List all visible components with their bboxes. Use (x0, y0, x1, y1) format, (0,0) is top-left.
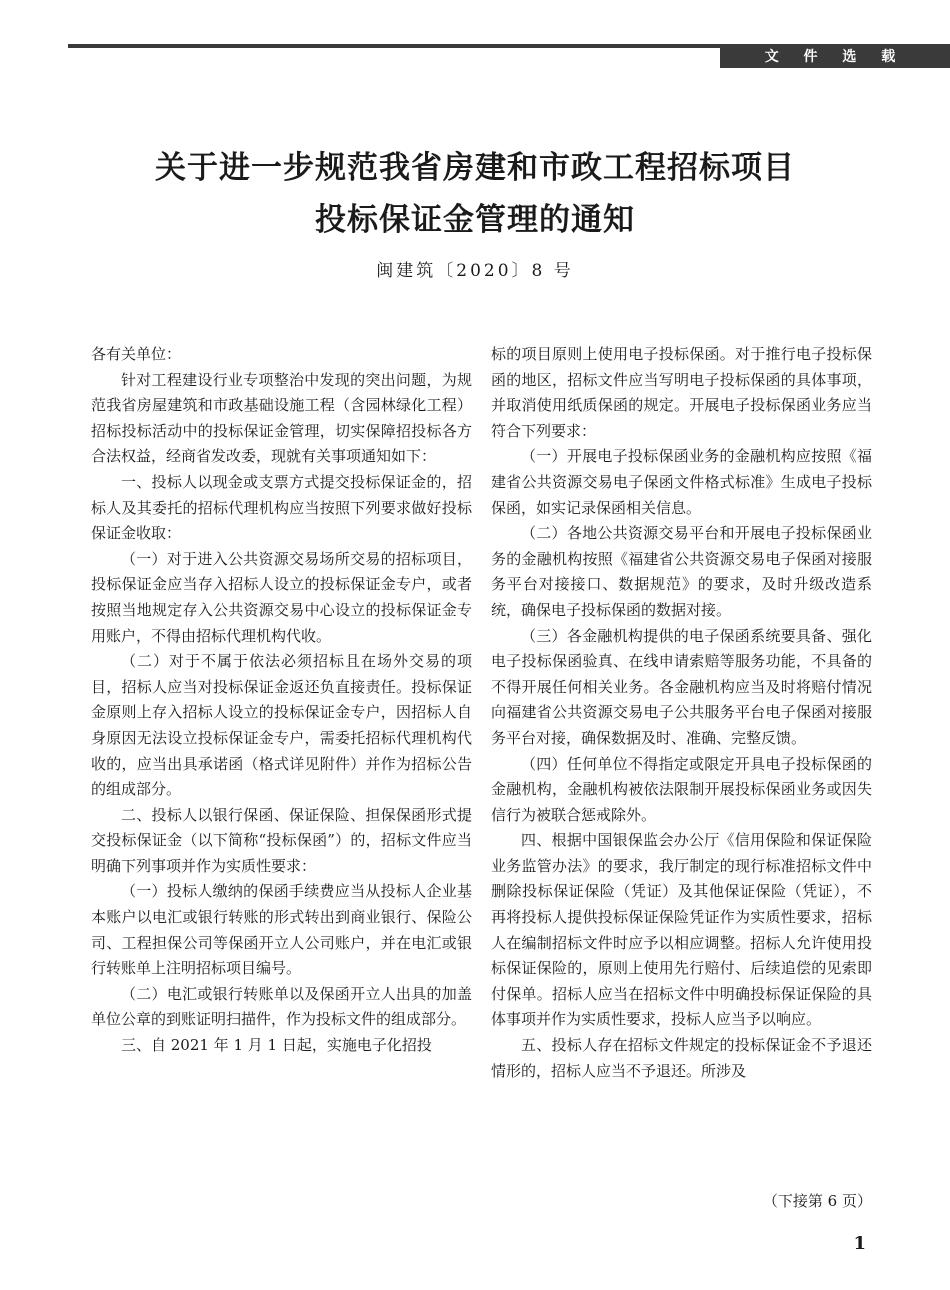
page-number: 1 (853, 1233, 866, 1254)
right-column (491, 342, 872, 1084)
paragraph: （一）对于进入公共资源交易场所交易的招标项目，投标保证金应当存入招标人设立的投标保证金专户，或者按照当地规定存入公共资源交易中心设立的投标保证金专用账户，不得由招标代理机构代收。 (91, 549, 472, 645)
paragraph: 标的项目原则上使用电子投标保函。对于推行电子投标保函的地区，招标文件应当写明电子投标保函的具体事项，并取消使用纸质保函的规定。开展电子投标保函业务应当符合下列要求： (491, 345, 872, 440)
paragraph: 一、投标人以现金或支票方式提交投标保证金的，招标人及其委托的招标代理机构应当按照下列要求做好投标保证金收取： (91, 472, 472, 543)
paragraph: 针对工程建设行业专项整治中发现的突出问题，为规范我省房屋建筑和市政基础设施工程（含园林绿化工程）招标投标活动中的投标保证金管理，切实保障招投标各方合法权益，经商省发改委，现就有关事项通知如下： (91, 370, 472, 466)
paragraph: （三）各金融机构提供的电子保函系统要具备、强化电子投标保函验真、在线申请索赔等服务功能，不具备的不得开展任何相关业务。各金融机构应当及时将赔付情况向福建省公共资源交易电子公共服务平台电子保函对接服务平台对接，确保数据及时、准确、完整反馈。 (491, 626, 872, 747)
left-column (91, 342, 472, 1059)
paragraph: （四）任何单位不得指定或限定开具电子投标保函的金融机构，金融机构被依法限制开展投标保函业务或因失信行为被联合惩戒除外。 (491, 754, 872, 824)
paragraph: （二）各地公共资源交易平台和开展电子投标保函业务的金融机构按照《福建省公共资源交易电子保函对接服务平台对接接口、数据规范》的要求，及时升级改造系统，确保电子投标保函的数据对接。 (491, 524, 872, 619)
section-label: 文 件 选 载 (720, 44, 950, 68)
paragraph: 二、投标人以银行保函、保证保险、担保保函形式提交投标保证金（以下简称“投标保函”）的，招标文件应当明确下列事项并作为实质性要求： (91, 805, 472, 875)
paragraph: （一）投标人缴纳的保函手续费应当从投标人企业基本账户以电汇或银行转账的形式转出到商业银行、保险公司、工程担保公司等保函开立人公司账户，并在电汇或银行转账单上注明招标项目编号。 (91, 882, 472, 978)
paragraph: （二）电汇或银行转账单以及保函开立人出具的加盖单位公章的到账证明扫描件，作为投标文件的组成部分。 (91, 984, 472, 1029)
document-number: 闽建筑〔2020〕8 号 (376, 261, 574, 281)
paragraph: （二）对于不属于依法必须招标且在场外交易的项目，招标人应当对投标保证金返还负直接责任。投标保证金原则上存入招标人设立的投标保证金专户，因招标人自身原因无法设立投标保证金专户，需委托招标代理机构代收的，应当出具承诺函（格式详见附件）并作为招标公告的组成部分。 (91, 652, 472, 799)
paragraph: 五、投标人存在招标文件规定的投标保证金不予退还情形的，招标人应当不予退还。所涉及 (491, 1036, 872, 1080)
paragraph: 四、根据中国银保监会办公厅《信用保险和保证保险业务监管办法》的要求，我厅制定的现行标准招标文件中删除投标保证保险（凭证）及其他保证保险（凭证），不再将投标人提供投标保证保险凭证作为实质性要求，招标人在编制招标文件时应予以相应调整。招标人允许使用投标保证保险的，原则上使用先行赔付、后续追偿的见索即付保单。招标人应当在招标文件中明确投标保证保险的具体事项并作为实质性要求，投标人应当予以响应。 (491, 831, 872, 1029)
title-line-2: 投标保证金管理的通知 (315, 202, 635, 238)
continuation-note: （下接第 6 页） (762, 1192, 872, 1210)
title-line-1: 关于进一步规范我省房建和市政工程招标项目 (155, 150, 795, 186)
paragraph: 三、自 2021 年 1 月 1 日起，实施电子化招投 (121, 1036, 432, 1055)
paragraph: （一）开展电子投标保函业务的金融机构应按照《福建省公共资源交易电子保函文件格式标准》生成电子投标保函，如实记录保函相关信息。 (491, 447, 872, 517)
salutation: 各有关单位： (91, 345, 182, 363)
